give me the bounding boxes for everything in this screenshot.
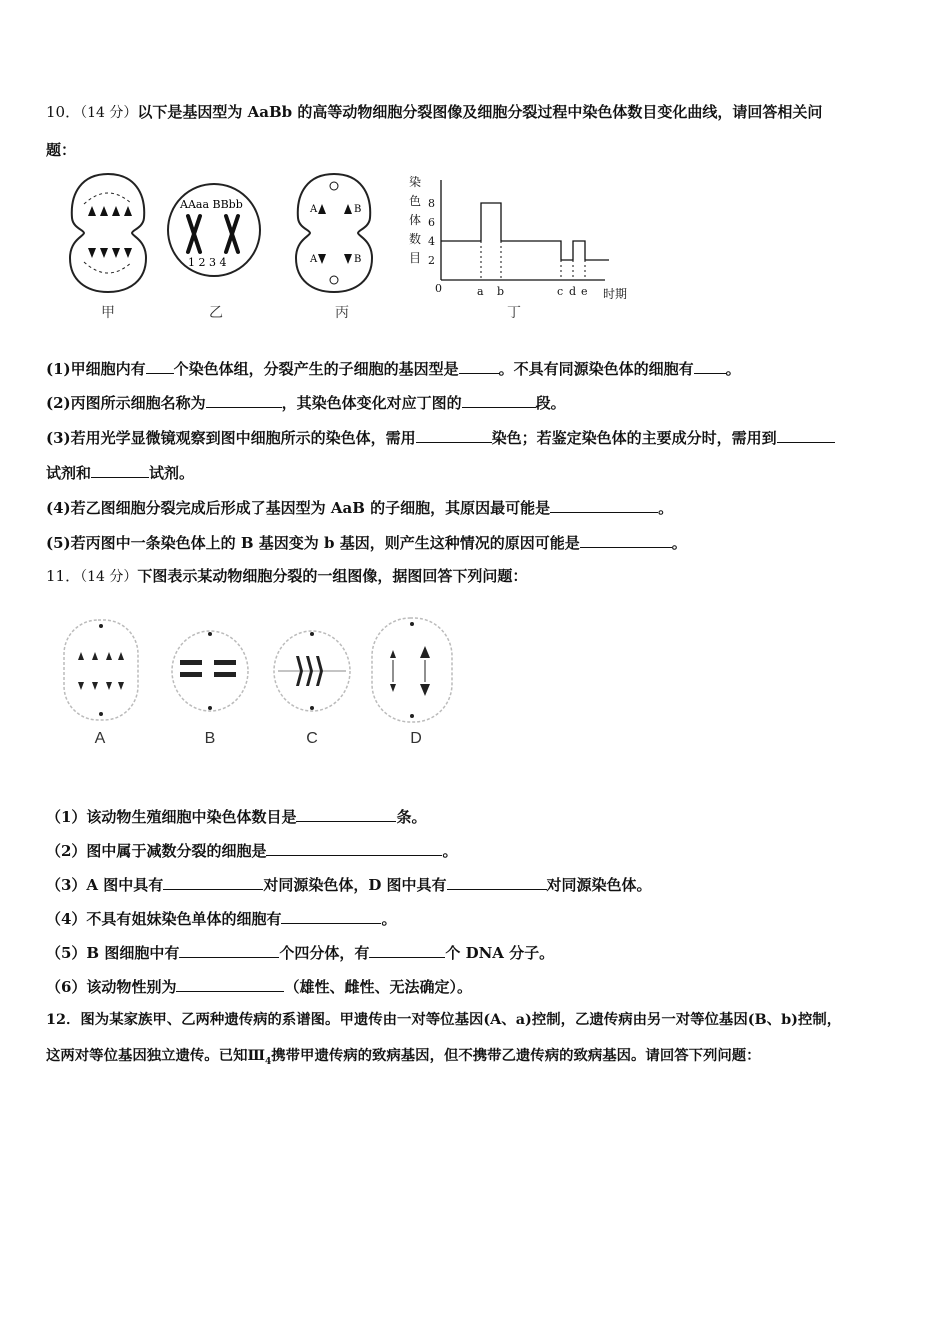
q10-sub3-cont: 试剂和 试剂。 bbox=[46, 464, 195, 482]
figure-a-label: A bbox=[94, 730, 106, 747]
q11-sub1: （1）该动物生殖细胞中染色体数目是 条。 bbox=[46, 808, 427, 826]
q11-sub3: （3）A 图中具有 对同源染色体，D 图中具有 对同源染色体。 bbox=[46, 876, 652, 894]
figure-a bbox=[60, 616, 142, 724]
graph-xtick: c bbox=[557, 285, 564, 298]
q11-sub4: （4）不具有姐妹染色单体的细胞有 。 bbox=[46, 910, 397, 928]
q10-sub1: (1)甲细胞内有 个染色体组，分裂产生的子细胞的基因型是 。不具有同源染色体的细胞有 。 bbox=[46, 360, 741, 378]
graph-ylabel-char: 染 bbox=[409, 175, 422, 189]
figure-yi-chromosome-nums: 1 2 3 4 bbox=[188, 256, 227, 269]
q10-sub4: (4)若乙图细胞分裂完成后形成了基因型为 AaB 的子细胞，其原因最可能是 。 bbox=[46, 499, 674, 517]
graph-xtick: d bbox=[569, 285, 577, 298]
figure-c bbox=[270, 626, 354, 716]
graph-ylabel-char: 目 bbox=[409, 251, 422, 265]
svg-text:B: B bbox=[354, 204, 362, 215]
graph-ytick: 4 bbox=[428, 235, 435, 248]
figure-ding-graph bbox=[405, 172, 637, 304]
svg-text:A: A bbox=[310, 254, 318, 265]
figure-jia bbox=[62, 168, 154, 298]
q10-stem-end: 题： bbox=[46, 141, 77, 159]
figure-ding-label: 丁 bbox=[507, 305, 521, 321]
graph-curve bbox=[441, 203, 609, 260]
q11-sub5: （5）B 图细胞中有 个四分体，有 个 DNA 分子。 bbox=[46, 944, 555, 962]
figure-yi-label: 乙 bbox=[209, 305, 223, 321]
figure-jia-label: 甲 bbox=[101, 305, 115, 321]
graph-xtick: a bbox=[477, 285, 484, 298]
q10-sub5: (5)若丙图中一条染色体上的 B 基因变为 b 基因，则产生这种情况的原因可能是 。 bbox=[46, 534, 687, 552]
q11-stem: 11．（14 分）下图表示某动物细胞分裂的一组图像，据图回答下列问题： bbox=[46, 567, 528, 585]
graph-ylabel-char: 数 bbox=[409, 232, 422, 246]
graph-ylabel-char: 色 bbox=[409, 194, 422, 208]
graph-ylabel-char: 体 bbox=[409, 213, 422, 227]
figure-d bbox=[368, 614, 456, 726]
q12-line1: 12．图为某家族甲、乙两种遗传病的系谱图。甲遗传由一对等位基因(A、a)控制，乙遗传病由另一对等位基因(B、b)控制， bbox=[46, 1011, 842, 1028]
graph-ytick: 8 bbox=[428, 197, 435, 210]
q10-stem: 10．（14 分）以下是基因型为 AaBb 的高等动物细胞分裂图像及细胞分裂过程中染色体数目变化曲线，请回答相关问 bbox=[46, 103, 823, 121]
figure-bing-label: 丙 bbox=[335, 305, 349, 321]
graph-ytick: 6 bbox=[428, 216, 435, 229]
figure-yi bbox=[164, 180, 264, 280]
figure-yi-gene-letters: AAaa BBbb bbox=[180, 198, 243, 211]
graph-origin: 0 bbox=[435, 282, 442, 295]
graph-ytick: 2 bbox=[428, 254, 435, 267]
svg-text:A: A bbox=[310, 204, 318, 215]
svg-text:B: B bbox=[354, 254, 362, 265]
figure-d-label: D bbox=[410, 730, 422, 747]
graph-xtick: b bbox=[497, 285, 505, 298]
figure-c-label: C bbox=[306, 730, 318, 747]
figure-b-label: B bbox=[204, 730, 216, 747]
figure-bing bbox=[288, 168, 380, 298]
q10-sub2: (2)丙图所示细胞名称为 ，其染色体变化对应丁图的 段。 bbox=[46, 394, 566, 412]
q12-line2: 这两对等位基因独立遗传。已知$Ⅲ_4$携带甲遗传病的致病基因，但不携带乙遗传病的致病基因。请回答下列问题： bbox=[46, 1047, 761, 1067]
figure-b bbox=[168, 626, 252, 716]
q11-sub6: （6）该动物性别为 （雄性、雌性、无法确定）。 bbox=[46, 978, 472, 996]
graph-xtick: e bbox=[581, 285, 588, 298]
q10-sub3: (3)若用光学显微镜观察到图中细胞所示的染色体，需用 染色；若鉴定染色体的主要成分时，需用到 bbox=[46, 427, 835, 448]
graph-xlabel: 时期 bbox=[603, 287, 628, 301]
q11-sub2: （2）图中属于减数分裂的细胞是 。 bbox=[46, 842, 458, 860]
